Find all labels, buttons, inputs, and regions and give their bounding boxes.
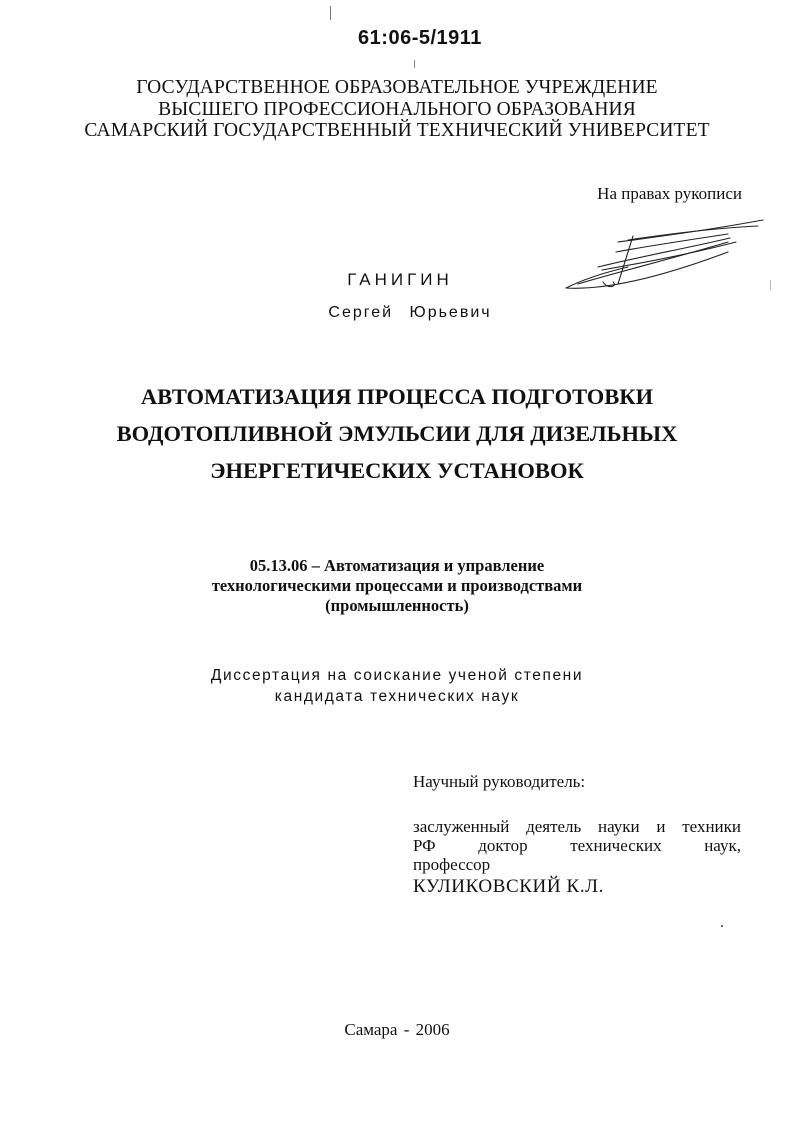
- specialty-code: [0, 556, 794, 616]
- specialty-line-1: 05.13.06 – Автоматизация и управление: [249, 556, 545, 575]
- institution-line-2: ВЫСШЕГО ПРОФЕССИОНАЛЬНОГО ОБРАЗОВАНИЯ: [158, 98, 636, 120]
- institution-header: [40, 77, 754, 142]
- institution-line-3: САМАРСКИЙ ГОСУДАРСТВЕННЫЙ ТЕХНИЧЕСКИЙ УНИВЕРСИТЕТ: [84, 120, 710, 141]
- supervisor-line-2: РФ доктор технических наук,: [413, 836, 741, 855]
- supervisor-line-3: профессор: [413, 855, 491, 874]
- scan-dot: [721, 925, 723, 927]
- title-line-3: ЭНЕРГЕТИЧЕСКИХ УСТАНОВОК: [210, 458, 584, 483]
- dissertation-title: [0, 378, 794, 489]
- manuscript-note: На правах рукописи: [597, 184, 742, 203]
- degree-statement: [0, 665, 794, 707]
- author-given-names: Сергей Юрьевич: [328, 304, 492, 321]
- scan-mark: [770, 280, 771, 290]
- title-line-1: АВТОМАТИЗАЦИЯ ПРОЦЕССА ПОДГОТОВКИ: [140, 384, 654, 409]
- supervisor-heading: Научный руководитель:: [413, 772, 586, 791]
- supervisor-line-1: заслуженный деятель науки и техники: [413, 817, 741, 836]
- degree-line-2: кандидата технических наук: [274, 688, 520, 705]
- degree-line-1: Диссертация на соискание ученой степени: [210, 667, 584, 684]
- title-line-2: ВОДОТОПЛИВНОЙ ЭМУЛЬСИИ ДЛЯ ДИЗЕЛЬНЫХ: [116, 421, 678, 446]
- supervisor-name: КУЛИКОВСКИЙ К.Л.: [413, 876, 604, 897]
- supervisor-details: [413, 817, 741, 898]
- institution-line-1: ГОСУДАРСТВЕННОЕ ОБРАЗОВАТЕЛЬНОЕ УЧРЕЖДЕНИЕ: [136, 77, 658, 98]
- specialty-line-2: технологическими процессами и производствами: [211, 576, 583, 595]
- registry-number: 61:06-5/1911: [358, 27, 482, 49]
- author-surname: ГАНИГИН: [347, 270, 453, 289]
- specialty-line-3: (промышленность): [325, 596, 469, 615]
- city-year: Самара - 2006: [344, 1020, 450, 1039]
- scan-mark: [330, 6, 331, 20]
- scan-mark: [414, 60, 415, 68]
- handwritten-signature: [558, 212, 768, 302]
